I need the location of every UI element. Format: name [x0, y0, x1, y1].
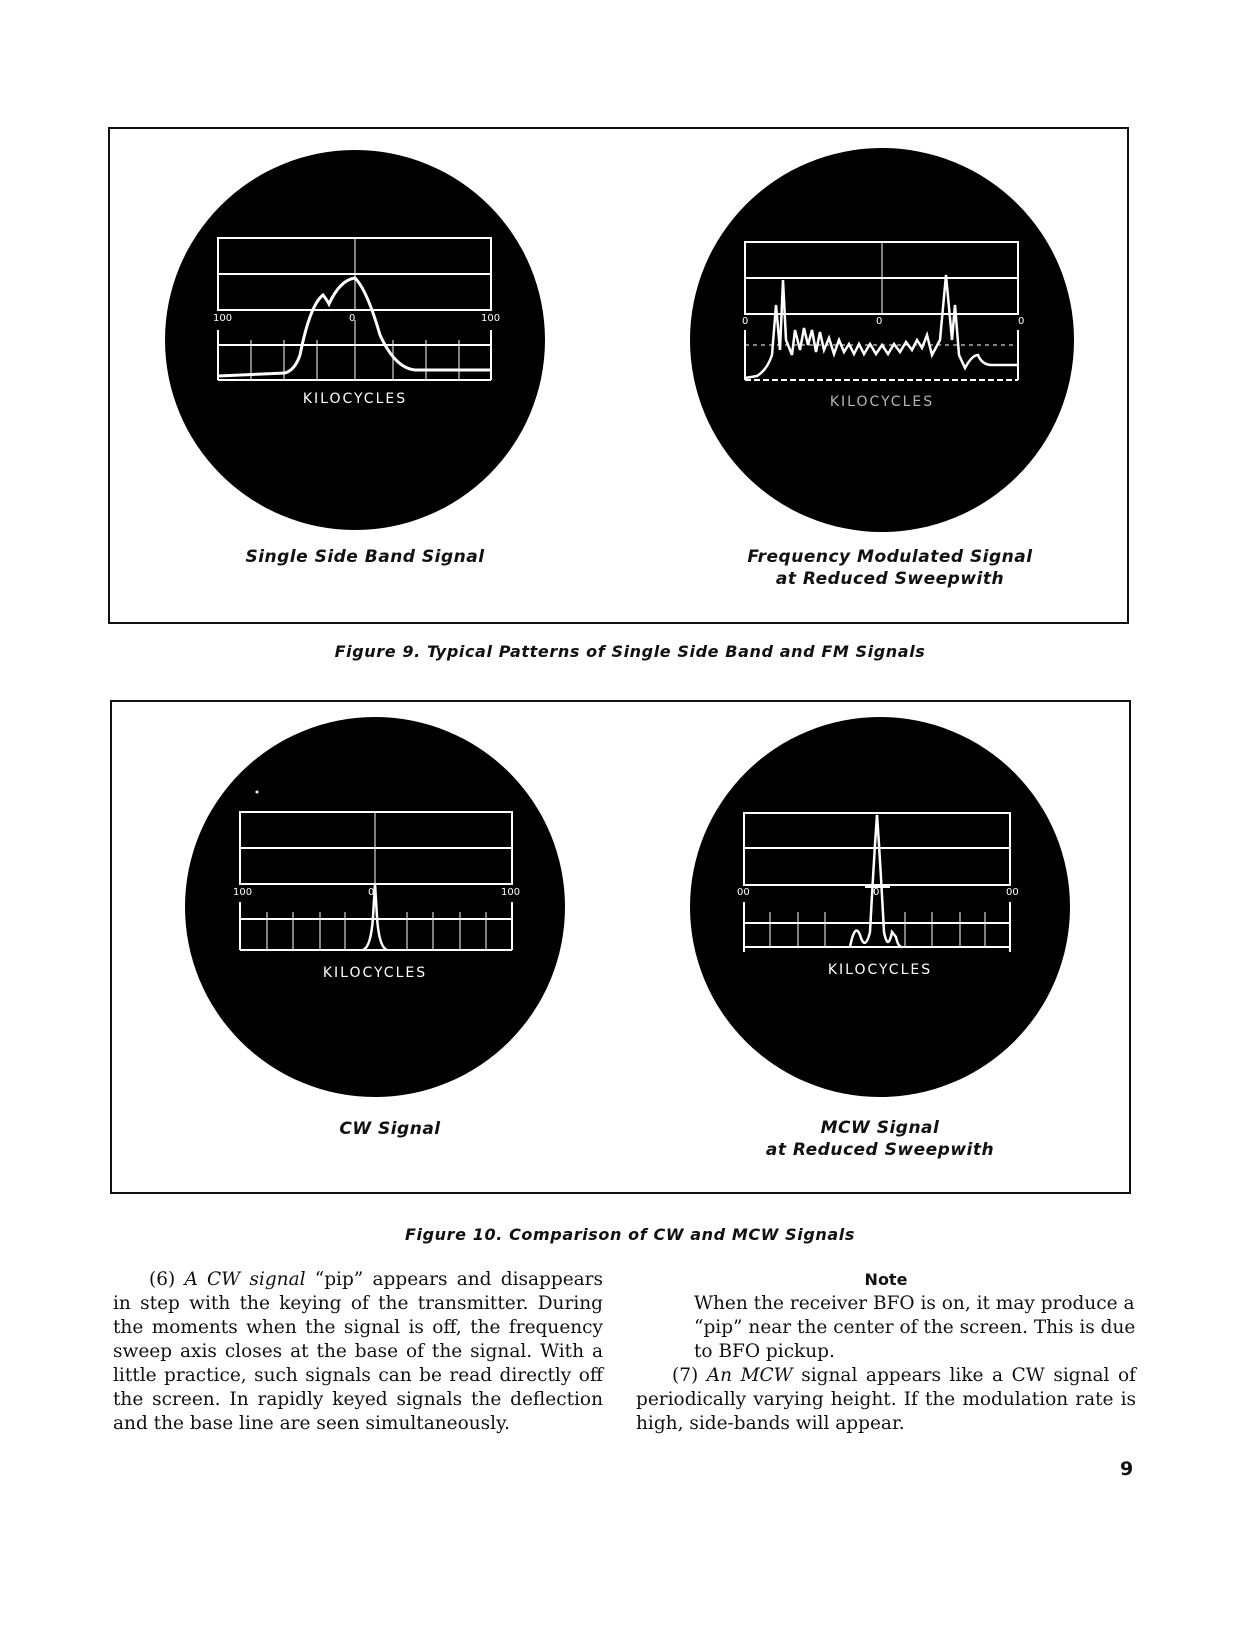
ssb-scope-image [155, 140, 555, 540]
svg-text:00: 00 [1006, 887, 1019, 898]
svg-text:100: 100 [213, 313, 233, 324]
paragraph-6 [113, 1268, 603, 1436]
page-number: 9 [1120, 1458, 1134, 1480]
svg-text:KILOCYCLES: KILOCYCLES [322, 965, 428, 981]
mcw-caption-line2: at Reduced Sweepwith [765, 1140, 995, 1160]
paragraph-7 [636, 1364, 1136, 1436]
paragraph-number: (7) [672, 1365, 707, 1386]
svg-text:0: 0 [1018, 316, 1025, 327]
svg-text:KILOCYCLES: KILOCYCLES [829, 394, 935, 410]
cw-scope-image [175, 707, 575, 1107]
mcw-scope-image [680, 707, 1080, 1107]
left-column [113, 1268, 603, 1436]
svg-text:KILOCYCLES: KILOCYCLES [827, 962, 933, 978]
svg-text:100: 100 [233, 887, 253, 898]
svg-text:0: 0 [742, 316, 749, 327]
svg-text:0: 0 [873, 887, 880, 898]
fm-caption-line1: Frequency Modulated Signal [747, 547, 1033, 567]
svg-text:KILOCYCLES: KILOCYCLES [302, 391, 408, 407]
svg-text:100: 100 [481, 313, 501, 324]
svg-text:0: 0 [876, 316, 883, 327]
mcw-caption-line1: MCW Signal [820, 1118, 940, 1138]
svg-text:100: 100 [501, 887, 521, 898]
note-text: When the receiver BFO is on, it may produce a “pip” near the center of the screen. This is due to BFO pickup. [694, 1293, 1136, 1362]
ssb-caption: Single Side Band Signal [245, 547, 485, 567]
svg-text:0: 0 [349, 313, 356, 324]
paragraph-lead: An MCW [706, 1365, 793, 1386]
mcw-caption [720, 1117, 1040, 1161]
cw-caption: CW Signal [339, 1119, 441, 1139]
fm-scope-image [682, 140, 1082, 540]
svg-text:0: 0 [368, 887, 375, 898]
paragraph-lead: A CW signal [184, 1269, 306, 1290]
paragraph-text: signal appears like a CW signal of periodically varying height. If the modulation rate is high, side-bands will appear. [636, 1365, 1136, 1434]
note-heading: Note [864, 1270, 908, 1289]
paragraph-number: (6) [149, 1269, 185, 1290]
right-column [636, 1268, 1136, 1436]
figure-10-caption: Figure 10. Comparison of CW and MCW Signals [404, 1225, 856, 1244]
paragraph-text: “pip” appears and disappears in step with the keying of the transmitter. During the moments when the signal is off, the frequency sweep axis closes at the base of the signal. With a little practice, such signals can be read directly off the screen. In rapidly keyed signals the deflection and the base line are seen simultaneously. [113, 1269, 604, 1434]
figure-9-caption: Figure 9. Typical Patterns of Single Side Band and FM Signals [334, 642, 926, 661]
fm-caption [720, 546, 1060, 590]
fm-caption-line2: at Reduced Sweepwith [775, 569, 1005, 589]
svg-text:00: 00 [737, 887, 750, 898]
